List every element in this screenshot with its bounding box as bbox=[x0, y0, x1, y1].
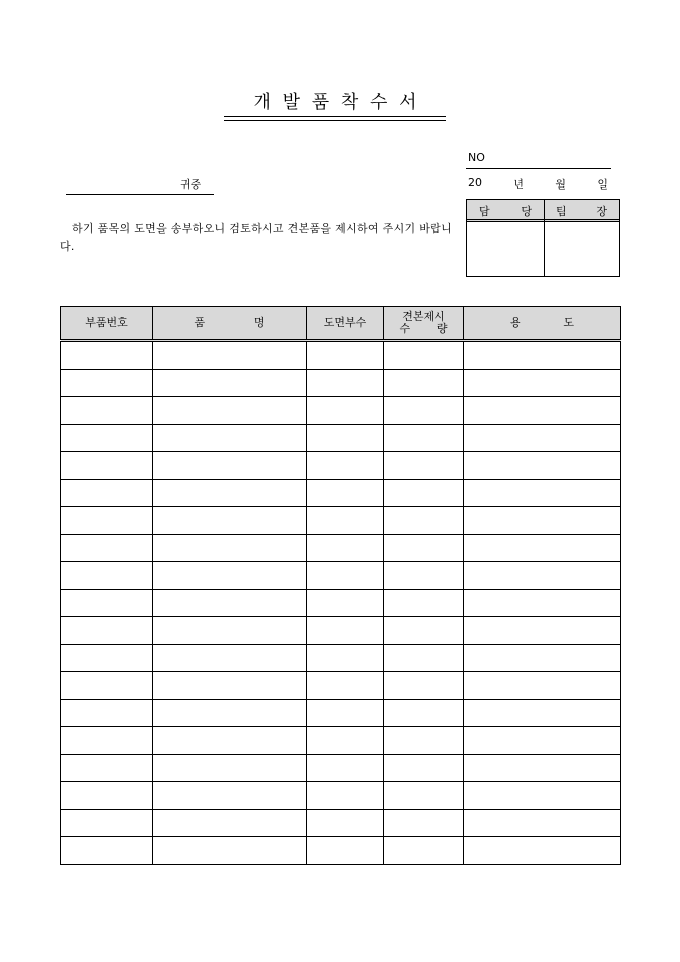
drawing-copies-cell[interactable] bbox=[307, 507, 384, 535]
sample-quantity-cell[interactable] bbox=[384, 424, 464, 452]
table-row bbox=[61, 479, 621, 507]
drawing-copies-cell[interactable] bbox=[307, 479, 384, 507]
table-row bbox=[61, 341, 621, 370]
item-name-cell[interactable] bbox=[153, 341, 307, 370]
drawing-copies-cell[interactable] bbox=[307, 397, 384, 425]
sample-quantity-cell[interactable] bbox=[384, 782, 464, 810]
recipient-field[interactable] bbox=[66, 194, 214, 195]
item-name-cell[interactable] bbox=[153, 699, 307, 727]
sample-quantity-cell[interactable] bbox=[384, 589, 464, 617]
sample-quantity-cell[interactable] bbox=[384, 369, 464, 397]
date-field[interactable] bbox=[468, 176, 608, 192]
item-name-cell[interactable] bbox=[153, 452, 307, 480]
part-number-cell[interactable] bbox=[61, 699, 153, 727]
item-name-cell[interactable] bbox=[153, 754, 307, 782]
usage-cell[interactable] bbox=[464, 562, 621, 590]
table-row bbox=[61, 617, 621, 645]
item-name-cell[interactable] bbox=[153, 534, 307, 562]
drawing-copies-cell[interactable] bbox=[307, 837, 384, 865]
sample-quantity-cell[interactable] bbox=[384, 562, 464, 590]
document-title: 개 발 품 착 수 서 bbox=[253, 92, 417, 113]
table-row bbox=[61, 369, 621, 397]
date-month-unit: 월 bbox=[555, 178, 566, 191]
sample-quantity-cell[interactable] bbox=[384, 672, 464, 700]
usage-cell[interactable] bbox=[464, 617, 621, 645]
part-number-cell[interactable] bbox=[61, 727, 153, 755]
item-name-cell[interactable] bbox=[153, 617, 307, 645]
date-year: 20 bbox=[468, 176, 482, 189]
part-number-cell[interactable] bbox=[61, 424, 153, 452]
part-number-cell[interactable] bbox=[61, 452, 153, 480]
part-number-cell[interactable] bbox=[61, 479, 153, 507]
part-number-cell[interactable] bbox=[61, 644, 153, 672]
item-name-cell[interactable] bbox=[153, 369, 307, 397]
usage-cell[interactable] bbox=[464, 534, 621, 562]
sample-quantity-cell[interactable] bbox=[384, 699, 464, 727]
sample-quantity-cell[interactable] bbox=[384, 507, 464, 535]
usage-cell[interactable] bbox=[464, 727, 621, 755]
approval-box bbox=[466, 199, 620, 277]
header-drawing-copies: 도면부수 bbox=[307, 307, 384, 341]
usage-cell[interactable] bbox=[464, 452, 621, 480]
drawing-copies-cell[interactable] bbox=[307, 424, 384, 452]
table-row bbox=[61, 727, 621, 755]
drawing-copies-cell[interactable] bbox=[307, 809, 384, 837]
part-number-cell[interactable] bbox=[61, 562, 153, 590]
sample-quantity-cell[interactable] bbox=[384, 452, 464, 480]
item-name-cell[interactable] bbox=[153, 507, 307, 535]
usage-cell[interactable] bbox=[464, 589, 621, 617]
table-row bbox=[61, 507, 621, 535]
table-header-row bbox=[61, 307, 621, 341]
item-name-cell[interactable] bbox=[153, 837, 307, 865]
part-number-cell[interactable] bbox=[61, 397, 153, 425]
usage-cell[interactable] bbox=[464, 809, 621, 837]
header-item-name: 품 명 bbox=[153, 307, 307, 341]
drawing-copies-cell[interactable] bbox=[307, 534, 384, 562]
usage-cell[interactable] bbox=[464, 369, 621, 397]
part-number-cell[interactable] bbox=[61, 589, 153, 617]
sample-quantity-cell[interactable] bbox=[384, 397, 464, 425]
drawing-copies-cell[interactable] bbox=[307, 452, 384, 480]
drawing-copies-cell[interactable] bbox=[307, 754, 384, 782]
table-row bbox=[61, 672, 621, 700]
item-name-cell[interactable] bbox=[153, 672, 307, 700]
item-name-cell[interactable] bbox=[153, 782, 307, 810]
sample-quantity-cell[interactable] bbox=[384, 754, 464, 782]
part-number-cell[interactable] bbox=[61, 672, 153, 700]
sample-quantity-cell[interactable] bbox=[384, 479, 464, 507]
usage-cell[interactable] bbox=[464, 837, 621, 865]
item-name-cell[interactable] bbox=[153, 479, 307, 507]
usage-cell[interactable] bbox=[464, 397, 621, 425]
item-name-cell[interactable] bbox=[153, 397, 307, 425]
drawing-copies-cell[interactable] bbox=[307, 617, 384, 645]
drawing-copies-cell[interactable] bbox=[307, 727, 384, 755]
table-row bbox=[61, 782, 621, 810]
item-name-cell[interactable] bbox=[153, 589, 307, 617]
date-day-unit: 일 bbox=[597, 178, 608, 191]
header-part-number: 부품번호 bbox=[61, 307, 153, 341]
usage-cell[interactable] bbox=[464, 754, 621, 782]
sample-quantity-cell[interactable] bbox=[384, 644, 464, 672]
document-number-field[interactable] bbox=[466, 168, 611, 169]
drawing-copies-cell[interactable] bbox=[307, 562, 384, 590]
document-number-label: NO bbox=[468, 151, 485, 164]
drawing-copies-cell[interactable] bbox=[307, 589, 384, 617]
sample-quantity-cell[interactable] bbox=[384, 837, 464, 865]
header-sample-quantity: 견본제시 수 량 bbox=[384, 307, 464, 341]
drawing-copies-cell[interactable] bbox=[307, 672, 384, 700]
title-underline-top bbox=[224, 116, 446, 117]
usage-cell[interactable] bbox=[464, 424, 621, 452]
table-row bbox=[61, 534, 621, 562]
sample-quantity-cell[interactable] bbox=[384, 341, 464, 370]
usage-cell[interactable] bbox=[464, 699, 621, 727]
table-row bbox=[61, 754, 621, 782]
table-row bbox=[61, 397, 621, 425]
table-row bbox=[61, 699, 621, 727]
part-number-cell[interactable] bbox=[61, 837, 153, 865]
drawing-copies-cell[interactable] bbox=[307, 782, 384, 810]
part-number-cell[interactable] bbox=[61, 341, 153, 370]
sample-quantity-cell[interactable] bbox=[384, 727, 464, 755]
title-underline-bottom bbox=[224, 120, 446, 121]
usage-cell[interactable] bbox=[464, 507, 621, 535]
usage-cell[interactable] bbox=[464, 672, 621, 700]
part-number-cell[interactable] bbox=[61, 782, 153, 810]
drawing-copies-cell[interactable] bbox=[307, 644, 384, 672]
item-name-cell[interactable] bbox=[153, 424, 307, 452]
table-row bbox=[61, 589, 621, 617]
table-row bbox=[61, 837, 621, 865]
part-number-cell[interactable] bbox=[61, 534, 153, 562]
drawing-copies-cell[interactable] bbox=[307, 699, 384, 727]
part-number-cell[interactable] bbox=[61, 617, 153, 645]
item-name-cell[interactable] bbox=[153, 809, 307, 837]
sample-quantity-cell[interactable] bbox=[384, 809, 464, 837]
usage-cell[interactable] bbox=[464, 644, 621, 672]
table-row bbox=[61, 452, 621, 480]
part-number-cell[interactable] bbox=[61, 809, 153, 837]
sample-quantity-cell[interactable] bbox=[384, 534, 464, 562]
table-row bbox=[61, 809, 621, 837]
date-year-unit: 년 bbox=[513, 178, 524, 191]
part-number-cell[interactable] bbox=[61, 754, 153, 782]
item-name-cell[interactable] bbox=[153, 644, 307, 672]
sample-quantity-cell[interactable] bbox=[384, 617, 464, 645]
drawing-copies-cell[interactable] bbox=[307, 341, 384, 370]
item-name-cell[interactable] bbox=[153, 562, 307, 590]
parts-table bbox=[60, 306, 621, 865]
drawing-copies-cell[interactable] bbox=[307, 369, 384, 397]
usage-cell[interactable] bbox=[464, 479, 621, 507]
table-row bbox=[61, 644, 621, 672]
request-text: 하기 품목의 도면을 송부하오니 검토하시고 견본품을 제시하여 주시기 바랍니다. bbox=[60, 222, 453, 253]
recipient-suffix: 귀중 bbox=[180, 178, 202, 191]
table-row bbox=[61, 424, 621, 452]
header-usage: 용 도 bbox=[464, 307, 621, 341]
part-number-cell[interactable] bbox=[61, 369, 153, 397]
table-row bbox=[61, 562, 621, 590]
item-name-cell[interactable] bbox=[153, 727, 307, 755]
usage-cell[interactable] bbox=[464, 341, 621, 370]
approval-staff-label: 담 당 bbox=[479, 205, 532, 218]
approval-manager-label: 팀 장 bbox=[556, 205, 607, 218]
part-number-cell[interactable] bbox=[61, 507, 153, 535]
usage-cell[interactable] bbox=[464, 782, 621, 810]
